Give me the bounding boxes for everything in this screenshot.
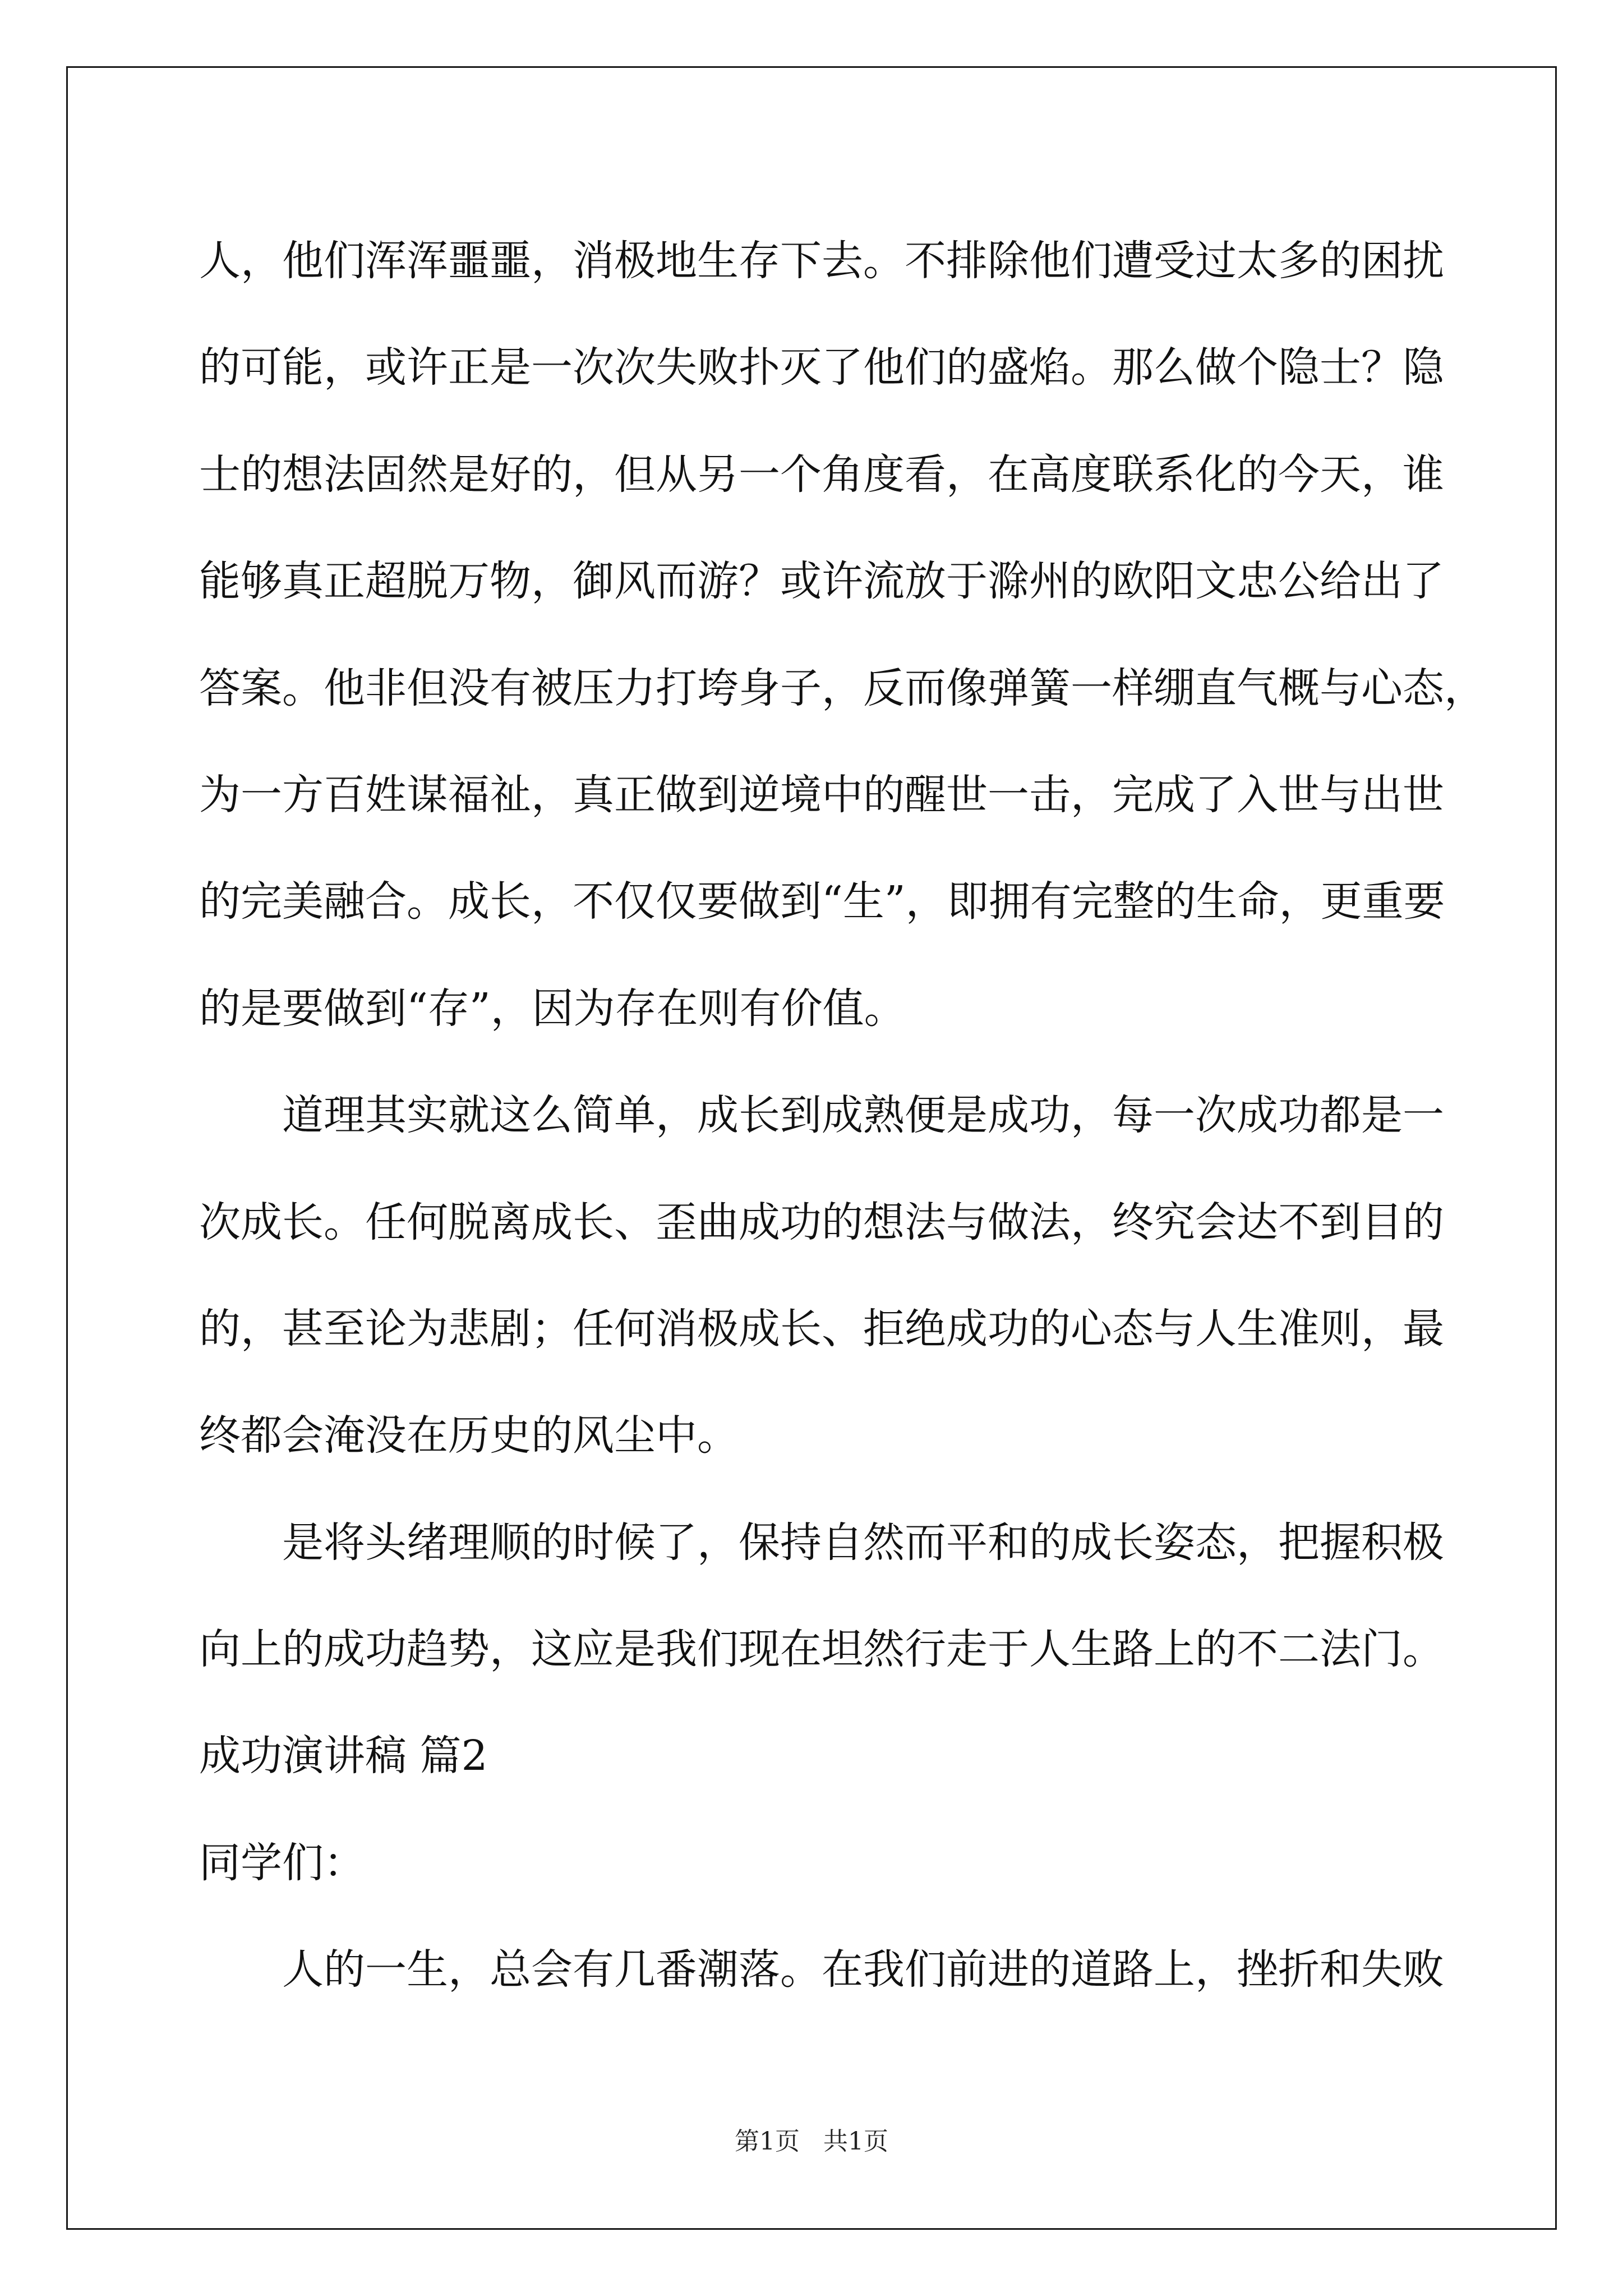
text-line: 次成长。任何脱离成长、歪曲成功的想法与做法，终究会达不到目的 — [199, 1198, 1444, 1246]
text-line: 终都会淹没在历史的风尘中。 — [199, 1411, 739, 1460]
text-line: 的完美融合。成长，不仅仅要做到“生”，即拥有完整的生命，更重要 — [199, 877, 1445, 926]
text-line: 人，他们浑浑噩噩，消极地生存下去。不排除他们遭受过太多的困扰 — [199, 237, 1444, 285]
salutation: 同学们： — [199, 1838, 365, 1887]
document-body — [199, 208, 1486, 2023]
footer-gap — [800, 2127, 823, 2156]
text-line: 道理其实就这么简单，成长到成熟便是成功，每一次成功都是一 — [282, 1091, 1444, 1140]
text-line: 的，甚至论为悲剧；任何消极成长、拒绝成功的心态与人生准则，最 — [199, 1304, 1444, 1353]
text-line: 的是要做到“存”，因为存在则有价值。 — [199, 984, 906, 1033]
paragraph-2 — [199, 1062, 1444, 1489]
text-line: 向上的成功趋势，这应是我们现在坦然行走于人生路上的不二法门。 — [199, 1625, 1444, 1674]
page-number: 第1页 — [735, 2127, 800, 2156]
text-line: 人的一生，总会有几番潮落。在我们前进的道路上，挫折和失败 — [282, 1945, 1444, 1994]
text-line: 为一方百姓谋福祉，真正做到逆境中的醒世一击，完成了入世与出世 — [199, 770, 1444, 819]
text-line: 是将头绪理顺的时候了，保持自然而平和的成长姿态，把握积极 — [282, 1518, 1444, 1567]
text-line: 能够真正超脱万物，御风而游？或许流放于滁州的欧阳文忠公给出了 — [199, 557, 1444, 606]
text-line: 的可能，或许正是一次次失败扑灭了他们的盛焰。那么做个隐士？隐 — [199, 343, 1444, 392]
text-line: 答案。他非但没有被压力打垮身子，反而像弹簧一样绷直气概与心态， — [199, 664, 1486, 712]
section-heading: 成功演讲稿 篇2 — [199, 1732, 488, 1780]
paragraph-1 — [199, 208, 1486, 1062]
page-total: 共1页 — [823, 2127, 888, 2156]
text-line: 士的想法固然是好的，但从另一个角度看，在高度联系化的今天，谁 — [199, 450, 1444, 499]
paragraph-4 — [199, 1916, 1444, 2023]
paragraph-3 — [199, 1489, 1444, 1703]
page-footer — [0, 2125, 1623, 2159]
